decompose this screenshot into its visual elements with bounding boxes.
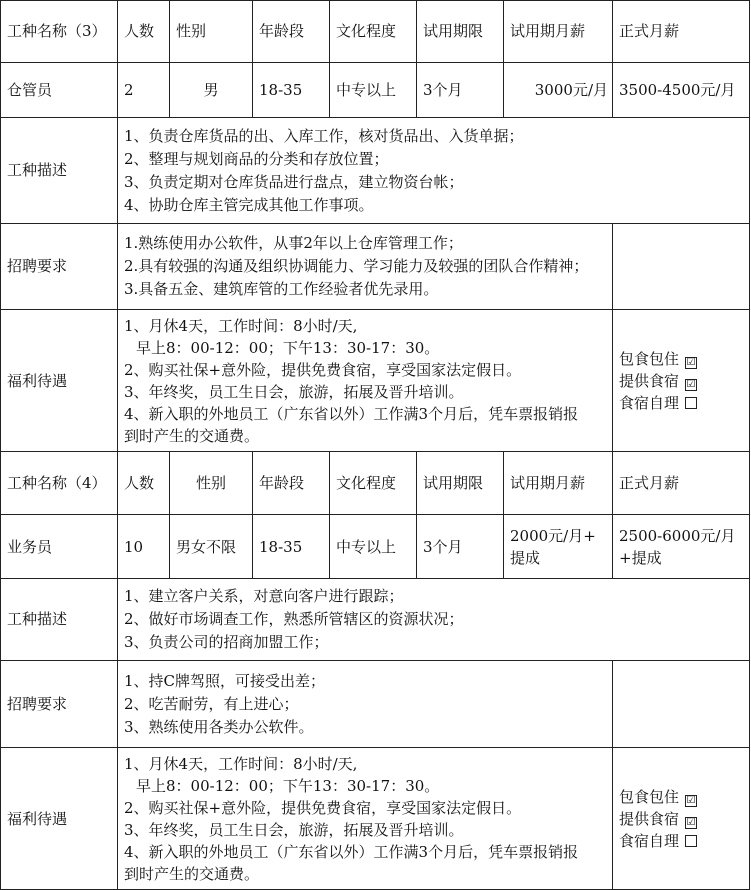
job4-benefit-line: 4、新入职的外地员工（广东省以外）工作满3个月后，凭车票报销报	[124, 842, 579, 861]
job4-option-label: 食宿自理	[619, 831, 680, 850]
job3-benefit-line: 2、购买社保+意外险，提供免费食宿，享受国家法定假日。	[124, 360, 522, 379]
job4-benefit-line: 3、年终奖，员工生日会，旅游，拓展及晋升培训。	[124, 820, 464, 839]
job3-benefit-cell	[118, 310, 613, 452]
job3-age: 18-35	[253, 63, 330, 118]
job4-data-row	[1, 515, 750, 579]
job3-req-line: 1.熟练使用办公软件，从事2年以上仓库管理工作；	[124, 234, 463, 252]
job3-req-line: 2.具有较强的沟通及组织协调能力、学习能力及较强的团队合作精神；	[124, 257, 589, 275]
job4-header-salary: 正式月薪	[613, 452, 750, 515]
job3-benefit-line: 3、年终奖，员工生日会，旅游，拓展及晋升培训。	[124, 382, 464, 401]
job3-req-empty	[613, 224, 750, 310]
job4-salary-line: +提成	[619, 548, 662, 567]
job4-gender: 男女不限	[170, 515, 253, 579]
job4-req-label: 招聘要求	[1, 661, 118, 748]
job3-desc-label: 工种描述	[1, 118, 118, 224]
job3-option-room-board[interactable]	[619, 348, 743, 370]
job4-desc-cell	[118, 579, 750, 661]
job3-desc-line: 3、负责定期对仓库货品进行盘点，建立物资台帐；	[124, 172, 464, 191]
job4-count: 10	[118, 515, 170, 579]
job3-req-cell	[118, 224, 613, 310]
job3-benefit-row	[1, 310, 750, 452]
job4-desc-line: 2、做好市场调查工作，熟悉所管辖区的资源状况；	[124, 610, 464, 628]
job3-option-label: 包食包住	[619, 349, 680, 368]
job3-salary: 3500-4500元/月	[613, 63, 750, 118]
job3-benefit-line: 1、月休4天，工作时间：8小时/天,	[124, 316, 358, 335]
job4-benefit-cell	[118, 748, 613, 890]
job4-desc-label: 工种描述	[1, 579, 118, 661]
job4-header-age: 年龄段	[253, 452, 330, 515]
job3-gender: 男	[170, 63, 253, 118]
job4-probation: 3个月	[417, 515, 504, 579]
job3-req-label: 招聘要求	[1, 224, 118, 310]
job3-desc-cell	[118, 118, 750, 224]
job3-option-provided[interactable]	[619, 370, 743, 392]
job3-trial-salary: 3000元/月	[504, 63, 613, 118]
job4-benefit-line: 到时产生的交通费。	[124, 864, 260, 883]
job4-benefit-line: 1、月休4天，工作时间：8小时/天,	[124, 754, 358, 773]
job4-benefit-label: 福利待遇	[1, 748, 118, 890]
job4-req-row	[1, 661, 750, 748]
job3-header-age: 年龄段	[253, 1, 330, 63]
job4-trial-salary	[504, 515, 613, 579]
job4-salary	[613, 515, 750, 579]
job4-benefit-row	[1, 748, 750, 890]
job3-education: 中专以上	[330, 63, 417, 118]
job3-header-trial-salary: 试用期月薪	[504, 1, 613, 63]
job4-name: 业务员	[1, 515, 118, 579]
job4-desc-row	[1, 579, 750, 661]
checkbox-icon[interactable]	[685, 397, 697, 409]
job3-name: 仓管员	[1, 63, 118, 118]
job4-option-label: 包食包住	[619, 787, 680, 806]
job4-age: 18-35	[253, 515, 330, 579]
job3-probation: 3个月	[417, 63, 504, 118]
job3-desc-line: 2、整理与规划商品的分类和存放位置；	[124, 149, 389, 168]
job3-benefit-line: 4、新入职的外地员工（广东省以外）工作满3个月后，凭车票报销报	[124, 404, 579, 423]
job4-option-provided[interactable]	[619, 808, 743, 830]
job4-benefit-line: 2、购买社保+意外险，提供免费食宿，享受国家法定假日。	[124, 798, 522, 817]
job4-header-gender: 性别	[170, 452, 253, 515]
job3-header-name: 工种名称（3）	[1, 1, 118, 63]
job4-req-line: 2、吃苦耐劳，有上进心；	[124, 694, 299, 713]
checkbox-icon[interactable]	[685, 835, 697, 847]
job3-benefit-line: 到时产生的交通费。	[124, 426, 260, 445]
job4-options-cell	[613, 748, 750, 890]
job3-header-salary: 正式月薪	[613, 1, 750, 63]
job4-header-row	[1, 452, 750, 515]
job3-options-cell	[613, 310, 750, 452]
job4-option-self[interactable]	[619, 830, 743, 852]
job4-option-label: 提供食宿	[619, 809, 680, 828]
job3-header-probation: 试用期限	[417, 1, 504, 63]
job3-desc-line: 1、负责仓库货品的出、入库工作，核对货品出、入货单据；	[124, 126, 524, 145]
job4-header-count: 人数	[118, 452, 170, 515]
job4-trial-salary-line: 2000元/月+	[510, 526, 596, 545]
job3-header-row	[1, 1, 750, 63]
job3-header-gender: 性别	[170, 1, 253, 63]
job3-header-count: 人数	[118, 1, 170, 63]
checkbox-icon[interactable]: ☑	[686, 378, 696, 390]
job4-salary-line: 2500-6000元/月	[619, 526, 736, 545]
job4-header-name: 工种名称（4）	[1, 452, 118, 515]
job4-header-probation: 试用期限	[417, 452, 504, 515]
job3-benefit-label: 福利待遇	[1, 310, 118, 452]
job4-req-cell	[118, 661, 613, 748]
job4-req-line: 3、熟练使用各类办公软件。	[124, 717, 314, 736]
job3-option-label: 食宿自理	[619, 393, 680, 412]
job4-header-education: 文化程度	[330, 452, 417, 515]
job4-education: 中专以上	[330, 515, 417, 579]
job3-desc-row	[1, 118, 750, 224]
job4-desc-line: 1、建立客户关系，对意向客户进行跟踪；	[124, 587, 404, 605]
job3-data-row	[1, 63, 750, 118]
checkbox-icon[interactable]: ☑	[686, 356, 696, 368]
job3-option-label: 提供食宿	[619, 371, 680, 390]
job4-req-empty	[613, 661, 750, 748]
checkbox-icon[interactable]: ☑	[686, 794, 696, 806]
job4-benefit-line: 早上8：00-12：00；下午13：30-17：30。	[136, 776, 440, 795]
job4-trial-salary-line: 提成	[510, 548, 541, 567]
job3-req-row	[1, 224, 750, 310]
job4-option-room-board[interactable]	[619, 786, 743, 808]
job3-benefit-line: 早上8：00-12：00；下午13：30-17：30。	[136, 338, 440, 357]
checkbox-icon[interactable]: ☑	[686, 816, 696, 828]
job3-option-self[interactable]	[619, 392, 743, 414]
job4-req-line: 1、持C牌驾照，可接受出差；	[124, 671, 326, 690]
job4-header-trial-salary: 试用期月薪	[504, 452, 613, 515]
job3-header-education: 文化程度	[330, 1, 417, 63]
job3-desc-line: 4、协助仓库主管完成其他工作事项。	[124, 195, 374, 214]
job3-count: 2	[118, 63, 170, 118]
job3-req-line: 3.具备五金、建筑库管的工作经验者优先录用。	[124, 280, 439, 298]
job4-desc-line: 3、负责公司的招商加盟工作；	[124, 633, 329, 651]
